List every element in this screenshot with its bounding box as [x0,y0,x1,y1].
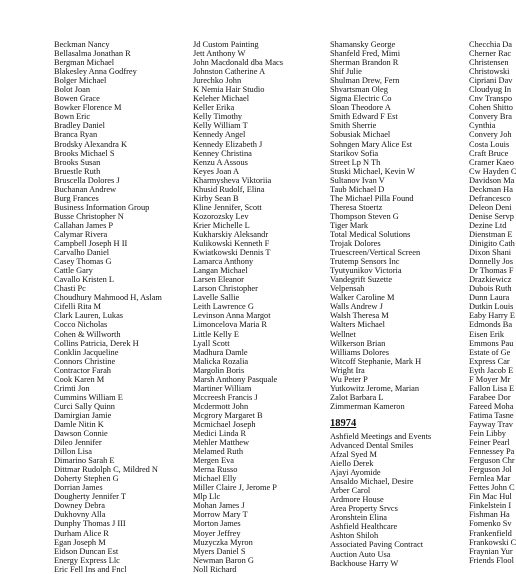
directory-entry: Fayway Trav [469,419,513,429]
directory-entry: Finkelstein I [469,501,512,511]
directory-entry: Business Information Group [54,202,150,212]
directory-entry: Walsh Theresa M [330,311,389,321]
directory-entry: Cattle Gary [54,266,93,276]
directory-entry: Vandegrift Suzette [330,275,393,285]
directory-entry: Bruscella Dolores J [54,175,120,185]
directory-entry: Area Property Srvcs [330,504,398,514]
directory-entry: Trutemp Sensors Inc [330,257,400,267]
directory-entry: Leith Lawrence G [193,302,254,312]
directory-entry: Myers Daniel S [193,546,246,556]
directory-entry: Deleon Deni [469,202,512,212]
directory-entry: Eyth Jacob E [469,365,514,375]
directory-entry: Contractor Farah [54,365,111,375]
directory-entry: Mohan James J [193,501,245,511]
directory-entry: Connors Christine [54,356,116,366]
directory-entry: Velpensah [330,284,365,294]
directory-entry: Costa Louis [469,139,510,149]
directory-entry: Brodsky Alexandra K [54,139,128,149]
directory-column-3 [330,40,431,568]
directory-entry: Dorrian James [54,483,103,493]
directory-entry: Little Kelly E [193,329,240,339]
directory-entry: Convery Joh [469,130,512,140]
directory-entry: Fraynian Yur [469,546,513,556]
directory-entry: Kline Jennifer, Scott [193,202,262,212]
directory-entry: Ferguson Chr [469,456,515,466]
directory-entry: Ansaldo Michael, Desire [330,477,414,487]
directory-entry: Friends Flool [469,555,514,565]
directory-entry: Marsh Anthony Pasquale [193,374,278,384]
directory-entry: Langan Michael [193,266,248,276]
directory-entry: Defrancesco [469,193,511,203]
directory-entry: Afzal Syed M [330,450,377,460]
directory-entry: Jett Anthony W [193,49,246,59]
directory-entry: Brooks Susan [54,157,101,167]
directory-entry: Collins Patricia, Derek H [54,338,139,348]
directory-column-2 [193,40,283,574]
directory-entry: Williams Dolores [330,347,389,357]
directory-entry: Kelly William T [193,121,248,131]
directory-entry: Sohngen Mary Alice Est [330,139,413,149]
directory-entry: Estate of Ge [469,347,511,357]
directory-entry: Morrow Mary T [193,510,248,520]
directory-entry: Shif Julie [330,67,362,77]
directory-entry: Malicka Rozalia [193,356,249,366]
directory-entry: Ashton Shiloh [330,531,379,541]
directory-entry: Newman Baron G [193,555,254,565]
directory-entry: Downey Debra [54,501,105,511]
directory-entry: Shamansky George [330,40,396,49]
directory-entry: Cw Hayden C [469,166,516,176]
directory-entry: Ajayi Ayomide [330,468,381,478]
directory-entry: Fernlea Mar [469,474,511,484]
directory-entry: Mcdermott John [193,401,249,411]
directory-entry: Convery Bra [469,112,513,122]
directory-entry: Cohen & Willworth [54,329,121,339]
directory-entry: Tiger Mark [330,220,369,230]
directory-entry: Craft Bruce [469,148,509,158]
directory-entry: Campbell Joseph H II [54,239,128,249]
directory-entry: Thompson Steven G [330,211,399,221]
directory-entry: Feiner Pearl [469,438,510,448]
directory-entry: Eisen Erik [469,329,505,339]
directory-entry: Dinigito Cath [469,239,515,249]
directory-entry: Chasti Pc [54,284,86,294]
directory-entry: Shanfeld Fred, Mimi [330,49,401,59]
directory-entry: Bolot Joan [54,85,91,95]
directory-entry: Fettes John C [469,483,515,493]
directory-entry: Fareed Moha [469,401,514,411]
directory-entry: Bergman Michael [54,58,115,68]
directory-entry: Kharmysheva Viktoriia [193,175,272,185]
directory-entry: Merna Russo [193,465,238,475]
directory-entry: Cnv Transpo [469,94,513,104]
directory-entry: Fin Mac Hul [469,492,512,502]
directory-entry: Donnelly Jos [469,257,513,267]
directory-entry: Doherty Stephen G [54,474,119,484]
directory-entry: Walker Caroline M [330,293,395,303]
directory-entry: Choudhury Mahmood H, Aslam [54,293,162,303]
directory-entry: Kelly Timothy [193,112,243,122]
directory-entry: Kenzu A Assous [193,157,248,167]
directory-entry: Dixon Shani [469,248,512,258]
directory-entry: Fein Libby [469,429,506,439]
directory-entry: Cook Karen M [54,374,105,384]
directory-entry: Cherner Rac [469,49,512,59]
directory-entry: Beckman Nancy [54,40,110,49]
directory-entry: Street Lp N Th [330,157,381,167]
directory-entry: Crimti Jon [54,383,90,393]
directory-entry: Kenney Christina [193,148,252,158]
directory-entry: Walls Andrew J [330,302,383,312]
directory-entry: Dimarino Sarah E [54,456,115,466]
directory-entry: Ashfield Meetings and Events [330,431,432,441]
directory-entry: Cynthia [469,121,496,131]
directory-entry: Fennessey Pa [469,447,515,457]
directory-entry: Mergen Eva [193,456,235,466]
directory-entry: Associated Paving Contract [330,540,424,550]
directory-column-4 [469,40,516,565]
directory-entry: Damirgian Jamie [54,410,112,420]
directory-entry: Kozorozsky Lev [193,211,249,221]
directory-entry: Express Car [469,356,510,366]
directory-entry: Dunn Laura [469,293,510,303]
directory-entry: Dawson Connie [54,429,108,439]
directory-entry: Deckman Ha [469,184,513,194]
directory-entry: F Moyer Mr [469,374,511,384]
directory-entry: Conklin Jacqueline [54,347,119,357]
directory-entry: Blakesley Anna Godfrey [54,67,137,77]
directory-entry: Mehler Matthew [193,438,250,448]
directory-entry: Drazkiewicz [469,275,512,285]
directory-entry: Damle Nitin K [54,419,104,429]
directory-entry: Dougherty Jennifer T [54,492,126,502]
directory-entry: Davidson Ma [469,175,515,185]
directory-entry: The Michael Pilla Found [330,193,414,203]
directory-entry: Keyes Joan A [193,166,240,176]
directory-entry: K Nemia Hair Studio [193,85,265,95]
directory-entry: Dienstman E [469,229,513,239]
directory-entry: Energy Express Llc [54,555,120,565]
directory-entry: Christensen [469,58,509,68]
directory-entry: Fallon Lisa E [469,383,515,393]
directory-entry: Starikov Sofia [330,148,379,158]
directory-entry: Sherman Brandon R [330,58,399,68]
directory-entry: Kirby Sean B [193,193,239,203]
directory-entry: Frankowski C [469,537,516,547]
directory-entry: Zalot Barbara L [330,392,384,402]
directory-entry: Ashfield Healthcare [330,522,398,532]
directory-entry: Mcmichael Joseph [193,419,256,429]
directory-entry: Mlp Llc [193,492,221,502]
directory-entry: Sultanov Ivan V [330,175,385,185]
directory-entry: Auction Auto Usa [330,549,391,559]
directory-entry: Mcgrory Margaret B [193,410,263,420]
directory-entry: Sloan Theodore A [330,103,391,113]
directory-entry: Noll Richard [193,564,237,574]
directory-entry: Michael Elly [193,474,237,484]
directory-entry: Tyutyunikov Victoria [330,266,402,276]
directory-entry: Kwiatkowski Dennis T [193,248,271,258]
directory-entry: Mccreesh Francis J [193,392,258,402]
directory-entry: Lamarca Anthony [193,257,254,267]
directory-entry: Theresa Stoertz [330,202,383,212]
directory-entry: John Macdonald dba Macs [193,58,284,68]
directory-entry: Eric Fell Ins and Fncl [54,564,127,574]
directory-entry: Dunphy Thomas J III [54,519,126,529]
directory-entry: Bradley Daniel [54,121,105,131]
directory-entry: Wu Peter P [330,374,368,384]
directory-entry: Emmons Pau [469,338,514,348]
directory-entry: Casey Thomas G [54,257,112,267]
directory-entry: Madhura Damle [193,347,248,357]
directory-entry: Wilkerson Brian [330,338,386,348]
directory-entry: Cohen Shitto [469,103,513,113]
directory-entry: Christowski [469,67,510,77]
directory-entry: Johnston Catherine A [193,67,266,77]
directory-entry: Cloudyug In [469,85,512,95]
directory-entry: Ardmore House [330,495,384,505]
directory-entry: Dittmar Rudolph C, Mildred N [54,465,158,475]
directory-entry: Cramer Kaeo [469,157,514,167]
directory-entry: Walters Michael [330,320,385,330]
directory-entry: Cifelli Rita M [54,302,101,312]
directory-entry: Zimmerman Kameron [330,401,405,411]
directory-entry: Bowker Florence M [54,103,122,113]
directory-entry: Backhouse Harry W [330,558,399,568]
directory-entry: Witcoff Stephanie, Mark H [330,356,422,366]
directory-entry: Bolger Michael [54,76,107,86]
directory-entry: Smith Sherrie [330,121,377,131]
directory-entry: Fatima Tasne [469,410,514,420]
directory-entry: Kulikowski Kenneth F [193,239,270,249]
directory-entry: Morton James [193,519,241,529]
directory-entry: Martiner William [193,383,252,393]
directory-column-1 [54,40,162,574]
directory-entry: Taub Michael D [330,184,385,194]
directory-entry: Limoncelova Maria R [193,320,267,330]
directory-entry: Cipriani Dav [469,76,513,86]
directory-entry: Cummins William E [54,392,123,402]
directory-entry: Checchia Da [469,40,513,49]
directory-entry: Keleher Michael [193,94,250,104]
directory-entry: Muzyczka Myron [193,537,253,547]
directory-entry: Dileo Jennifer [54,438,102,448]
directory-entry: Callahan James P [54,220,114,230]
directory-entry: Lyall Scott [193,338,230,348]
directory-entry: Sigma Electric Co [330,94,392,104]
directory-entry: Eaby Harry E [469,311,516,321]
directory-entry: Carvalho Daniel [54,248,110,258]
directory-entry: Moyer Jeffrey [193,528,241,538]
directory-entry: Shvartsman Oleg [330,85,388,95]
directory-entry: Total Medical Solutions [330,229,411,239]
directory-entry: Aiello Derek [330,459,374,469]
directory-entry: Advanced Dental Smiles [330,440,414,450]
directory-entry: Dubois Ruth [469,284,512,294]
directory-entry: Bellasalma Jonathan R [54,49,131,59]
directory-entry: Branca Ryan [54,130,98,140]
directory-entry: Arber Carol [330,486,371,496]
directory-entry: Durham Alice R [54,528,109,538]
directory-entry: Brooks Michael S [54,148,115,158]
directory-entry: Medici Linda R [193,429,247,439]
directory-entry: Wellnet [330,329,356,339]
directory-entry: Dezine Ltd [469,220,507,230]
directory-entry: Trojak Dolores [330,239,381,249]
directory-entry: Wright Ira [330,365,365,375]
directory-entry: Calymar Rivera [54,229,108,239]
directory-entry: Buchanan Andrew [54,184,117,194]
directory-entry: Kennedy Angel [193,130,246,140]
directory-entry: Burg Frances [54,193,99,203]
directory-entry: Jd Custom Painting [193,40,259,49]
directory-entry: Larson Christopher [193,284,258,294]
directory-entry: Cocco Nicholas [54,320,108,330]
directory-entry: Lavelle Sallie [193,293,240,303]
directory-entry: Denise Servp [469,211,514,221]
directory-entry: Melamed Ruth [193,447,244,457]
directory-entry: Khusid Rudolf, Elina [193,184,265,194]
directory-entry: Fishman Ha [469,510,510,520]
directory-entry: Dutkin Louis [469,302,514,312]
directory-entry: Bowen Grace [54,94,100,104]
directory-entry: Shulman Drew, Fern [330,76,400,86]
directory-entry: Jurechko John [193,76,242,86]
directory-entry: Larsen Eleanor [193,275,244,285]
directory-entry: Truescreen/Vertical Screen [330,248,421,258]
directory-entry: Bruestle Ruth [54,166,101,176]
directory-entry: Frankenfield [469,528,512,538]
directory-entry: Margolin Boris [193,365,245,375]
directory-entry: Clark Lauren, Lukas [54,311,124,321]
directory-entry: Curci Sally Quinn [54,401,115,411]
directory-entry: Busse Christopher N [54,211,124,221]
directory-entry: Dillon Lisa [54,447,92,457]
directory-entry: Fomenko Sv [469,519,512,529]
directory-entry: Sobusiak Michael [330,130,391,140]
directory-entry: Ferguson Jol [469,465,512,475]
directory-entry: Yutkowitz Jerome, Marian [330,383,420,393]
directory-entry: Eidson Duncan Est [54,546,119,556]
directory-entry: Miller Claire J, Jerome P [193,483,277,493]
directory-entry: Stuski Michael, Kevin W [330,166,415,176]
directory-entry: Egan Joseph M [54,537,106,547]
directory-entry: Dr Thomas F [469,266,514,276]
directory-entry: Levinson Anna Margot [193,311,271,321]
directory-entry: Smith Edward F Est [330,112,398,122]
directory-entry: Kennedy Elizabeth J [193,139,263,149]
directory-entry: Keller Erika [193,103,235,113]
directory-entry: Cavallo Kristen L [54,275,115,285]
directory-entry: Bown Eric [54,112,91,122]
directory-entry: Krier Michelle L [193,220,250,230]
directory-entry: Aronshtein Elina [330,513,387,523]
directory-entry: Dukhovny Alla [54,510,106,520]
directory-entry: Edmonds Ba [469,320,513,330]
directory-entry: Farabee Dor [469,392,511,402]
zip-code-heading: 18974 [330,417,357,429]
directory-entry: Kukharskiy Aleksandr [193,229,269,239]
